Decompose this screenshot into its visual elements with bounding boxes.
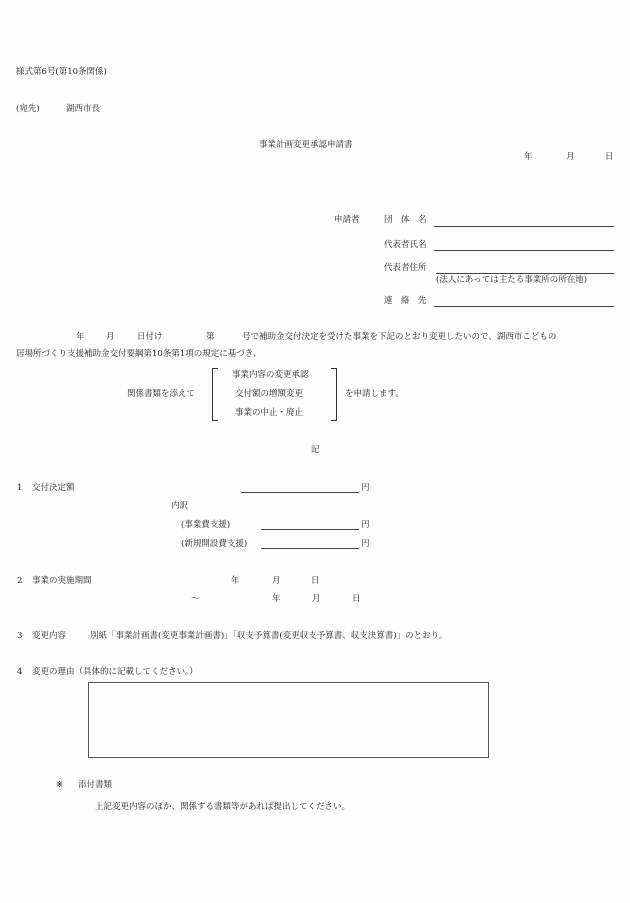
address-note: (法人にあっては主たる事業所の所在地): [436, 275, 588, 285]
date-month: 月: [566, 152, 575, 162]
body-year: 年: [76, 332, 85, 342]
end-month: 月: [312, 594, 321, 604]
new-opening-cost-input[interactable]: [261, 548, 359, 549]
item-label: 変更内容: [32, 631, 67, 641]
option-cancel-abolish[interactable]: 事業の中止・廃止: [235, 408, 304, 418]
start-day: 日: [311, 576, 320, 586]
field-label: 連 絡 先: [384, 296, 427, 306]
option-content-change[interactable]: 事業内容の変更承認: [232, 370, 309, 380]
date-day: 日: [605, 152, 614, 162]
grant-amount-input[interactable]: [241, 492, 359, 493]
suffix: を申請します。: [345, 389, 404, 399]
body-day: 日付け: [137, 332, 163, 342]
breakdown-new-opening-label: (新規開設費支援): [181, 539, 248, 549]
bracket-left: [212, 368, 218, 421]
change-content-text: 別紙「事業計画書(変更事業計画書)」「収支予算書(変更収支予算書、収支決算書)」のとおり。: [90, 631, 448, 641]
field-label: 団 体 名: [384, 215, 427, 225]
representative-name-input[interactable]: [434, 250, 614, 251]
item-number: 2: [17, 576, 23, 586]
note-mark: ※: [56, 780, 64, 790]
item-number: 4: [17, 667, 23, 677]
business-cost-input[interactable]: [261, 529, 359, 530]
tilde: 〜: [191, 594, 200, 604]
breakdown-business-label: (事業費支援): [181, 520, 231, 530]
item-label: 変更の理由（具体的に記載してください。）: [32, 667, 198, 677]
addressee-label: (宛先): [16, 104, 40, 114]
end-year: 年: [272, 594, 281, 604]
representative-address-input[interactable]: [436, 273, 614, 274]
breakdown-label: 内訳: [171, 501, 189, 511]
item-label: 事業の実施期間: [32, 576, 92, 586]
note-text: 上記変更内容のほか、関係する書類等があれば提出してください。: [95, 802, 351, 812]
organization-name-input[interactable]: [434, 226, 614, 227]
note-title: 添付書類: [78, 780, 113, 790]
body-no: 第: [206, 332, 215, 342]
yen-unit: 円: [361, 483, 370, 493]
bracket-right: [331, 368, 337, 421]
start-year: 年: [231, 576, 240, 586]
start-month: 月: [272, 576, 281, 586]
yen-unit: 円: [361, 539, 370, 549]
item-number: 3: [17, 631, 23, 641]
addressee: 湖西市長: [66, 104, 101, 114]
change-reason-textarea[interactable]: [88, 682, 489, 758]
body-line2: 居場所づくり支援補助金交付要綱第10条第1項の規定に基づき、: [16, 349, 262, 359]
item-label: 交付決定額: [32, 483, 75, 493]
page-title: 事業計画変更承認申請書: [259, 140, 353, 150]
form-number: 様式第6号(第10条関係): [16, 67, 107, 77]
ki-heading: 記: [311, 445, 320, 455]
applicant-label: 申請者: [334, 215, 360, 225]
body-line1-rest: 号で補助金交付決定を受けた事業を下記のとおり変更したいので、湖西市こどもの: [242, 332, 557, 342]
end-day: 日: [352, 594, 361, 604]
option-amount-increase[interactable]: 交付額の増額変更: [235, 389, 304, 399]
date-year: 年: [524, 152, 533, 162]
contact-input[interactable]: [434, 306, 614, 307]
item-number: 1: [17, 483, 23, 493]
yen-unit: 円: [361, 520, 370, 530]
field-label: 代表者氏名: [384, 240, 427, 250]
body-month: 月: [106, 332, 115, 342]
field-label: 代表者住所: [384, 263, 427, 273]
attach-prefix: 関係書類を添えて: [127, 389, 196, 399]
